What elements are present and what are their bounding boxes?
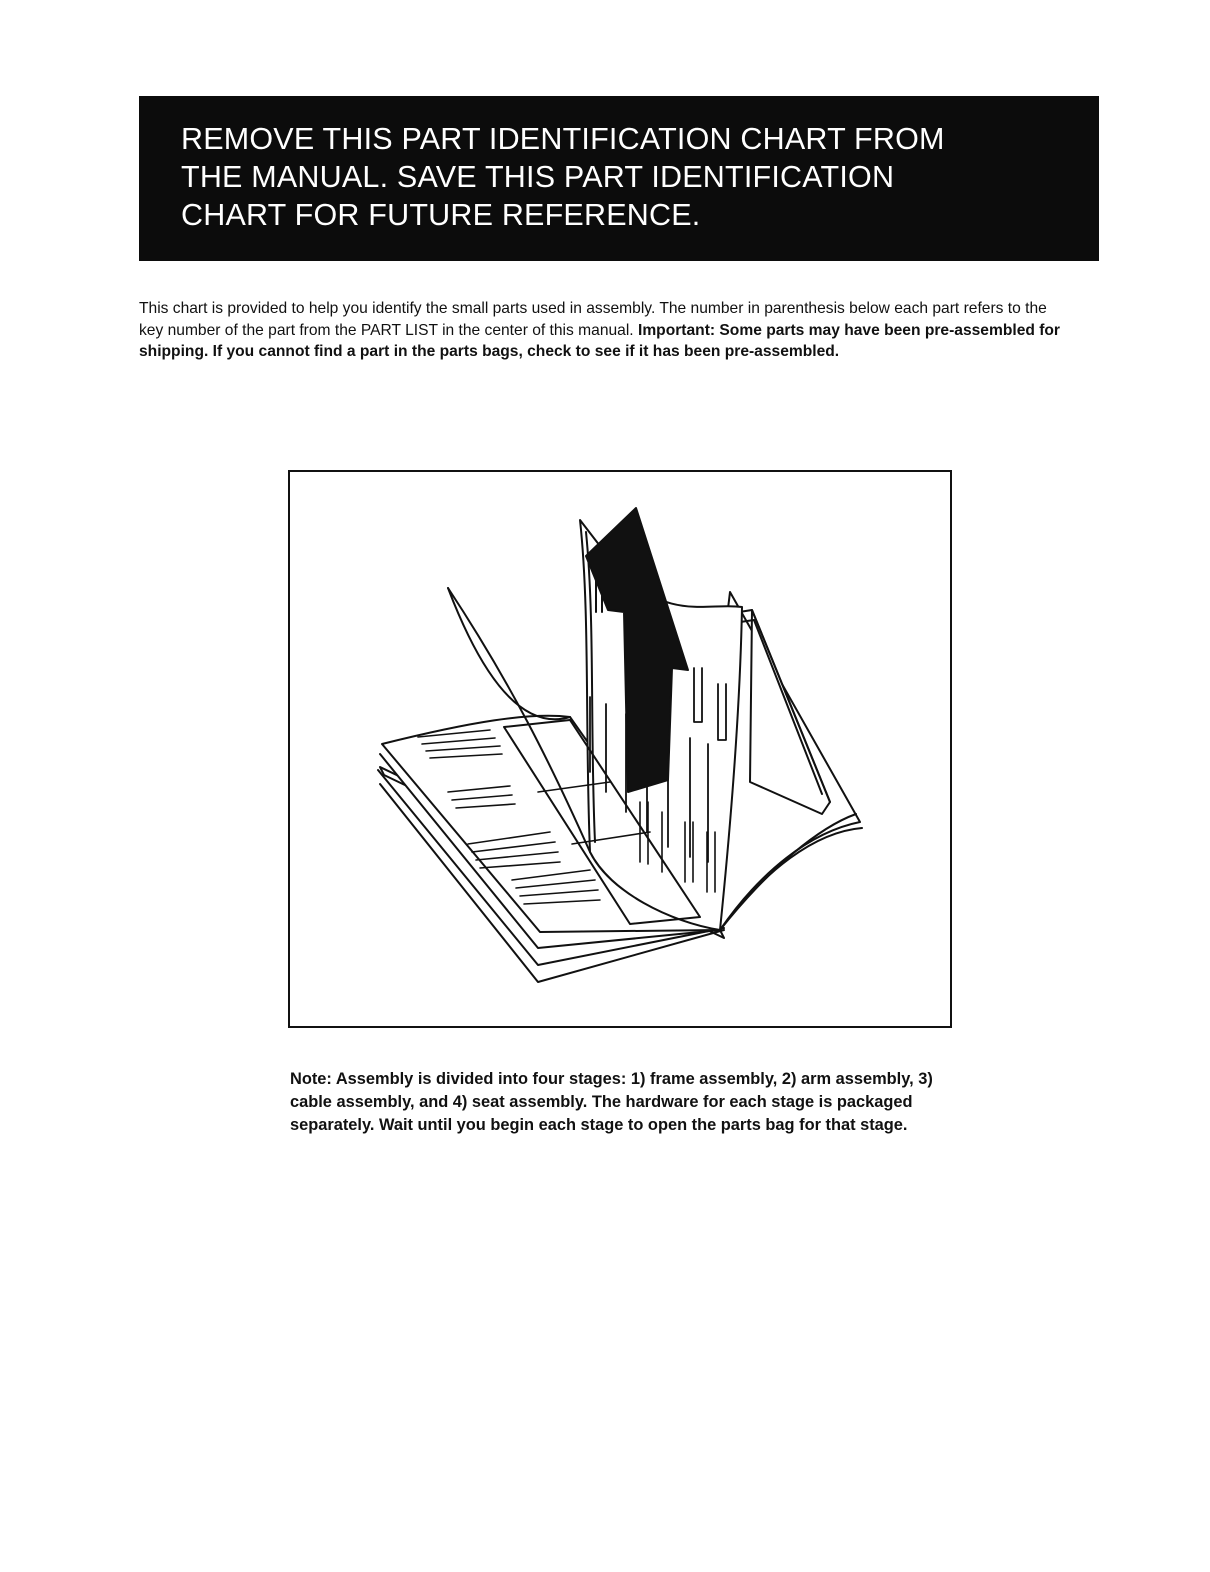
banner-line-2: THE MANUAL. SAVE THIS PART IDENTIFICATION: [181, 160, 895, 194]
intro-important-text: Important: Some parts may have been pre-assembled for shipping. If you cannot find a part in the parts bags, check to see if it has been pre-assembled.: [139, 321, 1061, 360]
banner-line-1: REMOVE THIS PART IDENTIFICATION CHART FROM: [181, 122, 945, 156]
assembly-note: Note: Assembly is divided into four stages: 1) frame assembly, 2) arm assembly, 3) cable assembly, and 4) seat assembly. The hardware for each stage is packaged separately. Wait until you begin each stage to open the parts bag for that stage.: [290, 1070, 933, 1134]
manual-page-removal-illustration-icon: [290, 472, 950, 1026]
banner-line-3: CHART FOR FUTURE REFERENCE.: [181, 198, 701, 232]
intro-paragraph: [139, 298, 1074, 363]
warning-banner: [139, 96, 1099, 261]
intro-regular-text: This chart is provided to help you identify the small parts used in assembly. The number in parenthesis below each part refers to the key number of the part from the PART LIST in the center of this manual.: [139, 300, 1047, 339]
illustration-frame: [288, 470, 952, 1028]
